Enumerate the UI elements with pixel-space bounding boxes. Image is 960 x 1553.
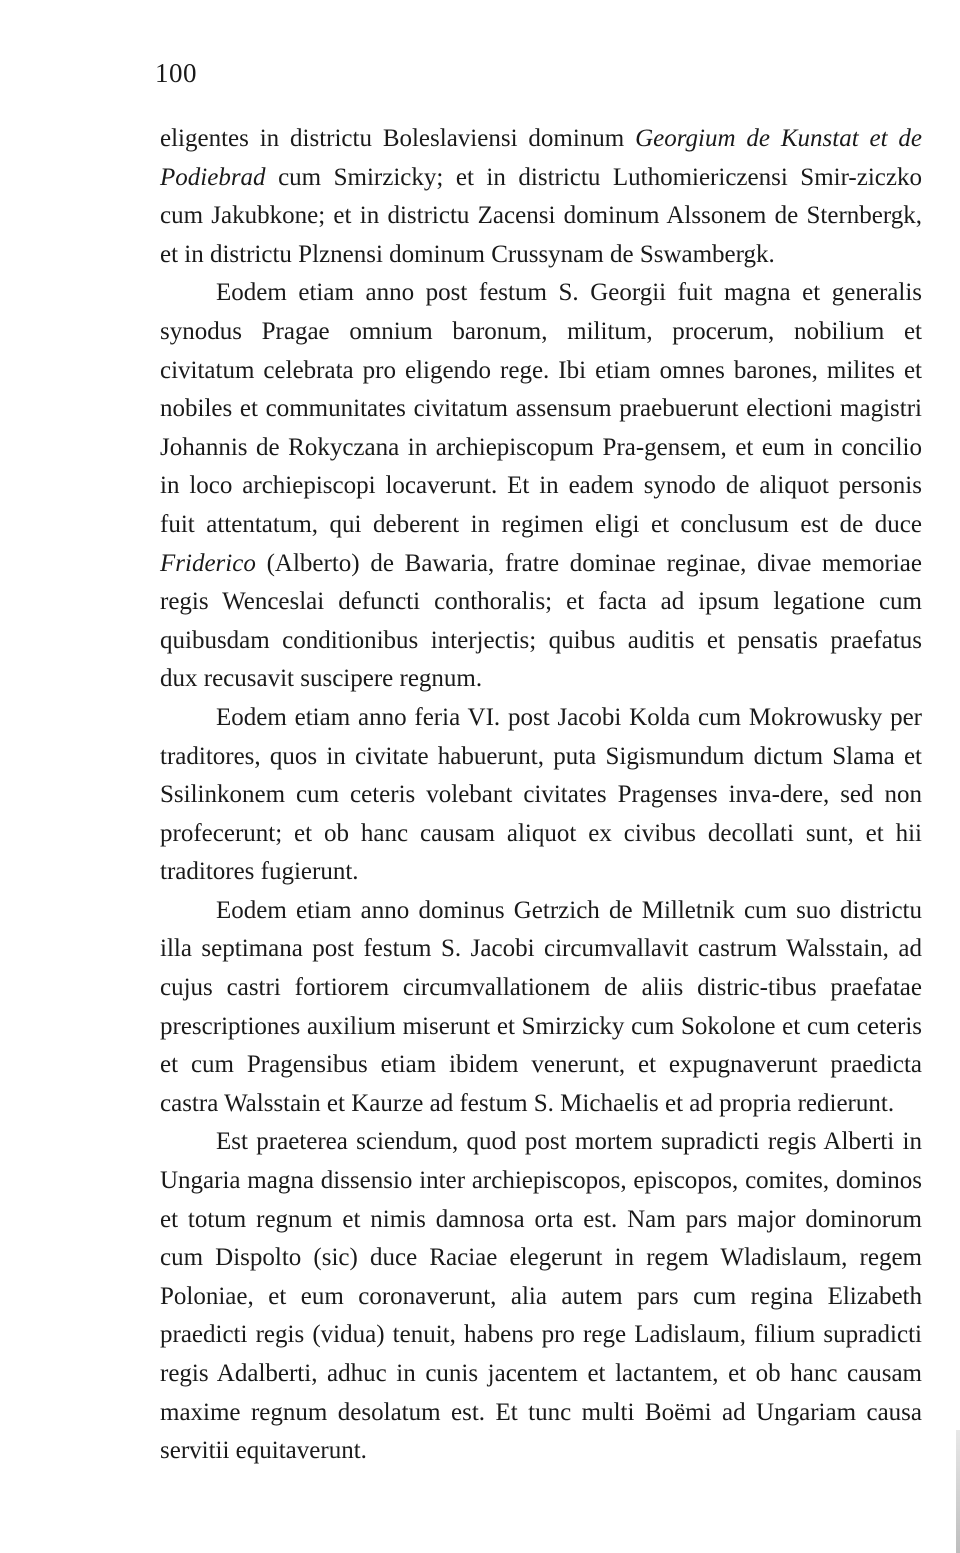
scan-edge-shadow [956, 1430, 960, 1553]
text-segment: eligentes in districtu Boleslaviensi dominum [160, 125, 636, 152]
text-segment: Eodem etiam anno dominus Getrzich de Milletnik cum suo districtu illa septimana post festum S. Jacobi circumvallavit castrum Walsstain, ad cujus castri fortiorem circumvallationem de aliis distric-tibus praefatae prescriptiones auxilium miserunt et Smirzicky cum Sokolone et cum ceteris et cum Pragensibus etiam ibidem venerunt, et expugnaverunt praedicta castra Walsstain et Kaurze ad festum S. Michaelis et ad propria redierunt. [160, 896, 922, 1117]
text-segment: Eodem etiam anno post festum S. Georgii fuit magna et generalis synodus Pragae omnium baronum, militum, procerum, nobilium et civitatum celebrata pro eligendo rege. Ibi etiam omnes barones, milites et nobiles et communitates civitatum assensum praebuerunt electioni magistri Johannis de Rokyczana in archiepiscopum Pra-gensem, et eum in concilio in loco archiepiscopi locaverunt. Et in eadem synodo de aliquot personis fuit attentatum, qui deberent in regimen eligi et conclusum est de duce [160, 279, 922, 538]
text-segment: Est praeterea sciendum, quod post mortem supradicti regis Alberti in Ungaria magna dissensio inter archiepiscopos, episcopos, comites, dominos et totum regnum et nimis damnosa orta est. Nam pars major dominorum cum Dispolto (sic) duce Raciae elegerunt in regem Wladislaum, regem Poloniae, et eum coronaverunt, alia autem pars cum regina Elizabeth praedicti regis (vidua) tenuit, habens pro rege Ladislaum, filium supradicti regis Adalberti, adhuc in cunis jacentem et lactantem, et ob hanc causam maxime regnum desolatum est. Et tunc multi Boëmi ad Ungariam causa servitii equitaverunt. [160, 1128, 922, 1465]
paragraph-2 [160, 274, 922, 699]
paragraph-5 [160, 1123, 922, 1470]
page-number: 100 [155, 58, 197, 88]
paragraph-4 [160, 892, 922, 1124]
body-text [160, 120, 922, 1471]
text-segment: cum Smirzicky; et in districtu Luthomiericzensi Smir-ziczko cum Jakubkone; et in districtu Zacensi dominum Alssonem de Sternbergk, et in districtu Plznensi dominum Crussynam de Sswambergk. [160, 163, 922, 268]
paragraph-3 [160, 699, 922, 892]
text-segment: (Alberto) de Bawaria, fratre dominae reginae, divae memoriae regis Wenceslai defuncti conthoralis; et facta ad ipsum legatione cum quibusdam conditionibus interjectis; quibus auditis et pensatis praefatus dux recusavit suscipere regnum. [160, 549, 922, 693]
paragraph-1 [160, 120, 922, 274]
italic-name-segment: Friderico [160, 549, 256, 577]
text-segment: Eodem etiam anno feria VI. post Jacobi Kolda cum Mokrowusky per traditores, quos in civitate habuerunt, puta Sigismundum dictum Slama et Ssilinkonem cum ceteris volebant civitates Pragenses inva-dere, sed non profecerunt; et ob hanc causam aliquot ex civibus decollati sunt, et hii traditores fugierunt. [160, 703, 922, 886]
italic-name-segment: Georgium de Kunstat et de Podiebrad [160, 125, 922, 191]
